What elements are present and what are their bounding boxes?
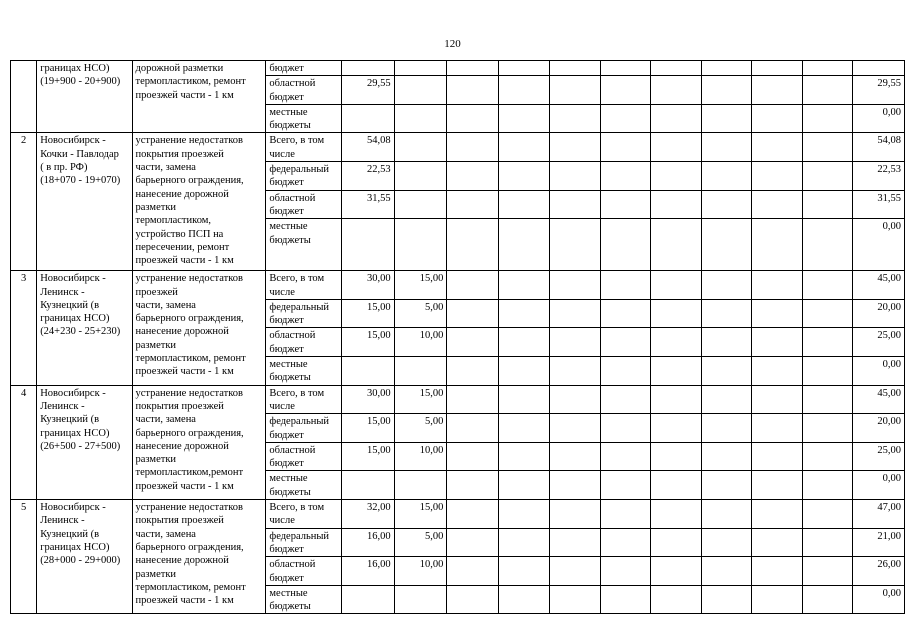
road-section: Новосибирск - Кочки - Павлодар ( в пр. РФ) (18+070 - 19+070) bbox=[37, 133, 132, 271]
amount-cell bbox=[394, 76, 447, 105]
empty-cell bbox=[802, 271, 852, 300]
empty-cell bbox=[447, 133, 498, 162]
amount-cell: 15,00 bbox=[394, 500, 447, 529]
amount-cell bbox=[341, 471, 394, 500]
empty-cell bbox=[701, 557, 751, 586]
empty-cell bbox=[498, 357, 549, 386]
empty-cell bbox=[550, 585, 600, 614]
amount-cell: 54,08 bbox=[341, 133, 394, 162]
empty-cell bbox=[701, 500, 751, 529]
funding-source: местные бюджеты bbox=[266, 357, 341, 386]
empty-cell bbox=[498, 271, 549, 300]
empty-cell bbox=[600, 557, 650, 586]
empty-cell bbox=[752, 219, 802, 271]
empty-cell bbox=[701, 162, 751, 191]
table-row bbox=[11, 133, 905, 162]
empty-cell bbox=[447, 76, 498, 105]
empty-cell bbox=[600, 219, 650, 271]
amount-cell: 15,00 bbox=[341, 299, 394, 328]
total-cell: 0,00 bbox=[853, 585, 905, 614]
funding-source: областной бюджет bbox=[266, 557, 341, 586]
empty-cell bbox=[701, 271, 751, 300]
total-cell: 29,55 bbox=[853, 76, 905, 105]
empty-cell bbox=[802, 133, 852, 162]
work-description: устранение недостатков покрытия проезжей части, замена барьерного ограждения, нанесение дорожной разметки термопластиком, устройство ПСП на пересечении, ремонт проезжей части - 1 км bbox=[132, 133, 266, 271]
empty-cell bbox=[701, 76, 751, 105]
amount-cell bbox=[394, 133, 447, 162]
funding-source: местные бюджеты bbox=[266, 104, 341, 133]
total-cell: 20,00 bbox=[853, 414, 905, 443]
empty-cell bbox=[600, 414, 650, 443]
amount-cell: 30,00 bbox=[341, 271, 394, 300]
amount-cell: 10,00 bbox=[394, 328, 447, 357]
road-section: Новосибирск - Ленинск - Кузнецкий (в границах НСО) (28+000 - 29+000) bbox=[37, 500, 132, 614]
empty-cell bbox=[651, 190, 701, 219]
funding-source: местные бюджеты bbox=[266, 471, 341, 500]
empty-cell bbox=[701, 133, 751, 162]
empty-cell bbox=[651, 328, 701, 357]
empty-cell bbox=[651, 357, 701, 386]
empty-cell bbox=[550, 299, 600, 328]
amount-cell: 16,00 bbox=[341, 557, 394, 586]
empty-cell bbox=[752, 500, 802, 529]
empty-cell bbox=[651, 557, 701, 586]
empty-cell bbox=[447, 299, 498, 328]
empty-cell bbox=[447, 500, 498, 529]
empty-cell bbox=[498, 104, 549, 133]
empty-cell bbox=[802, 299, 852, 328]
funding-source: федеральный бюджет bbox=[266, 299, 341, 328]
row-number: 5 bbox=[11, 500, 37, 614]
empty-cell bbox=[498, 385, 549, 414]
funding-source: бюджет bbox=[266, 61, 341, 76]
empty-cell bbox=[701, 190, 751, 219]
empty-cell bbox=[550, 528, 600, 557]
empty-cell bbox=[752, 557, 802, 586]
work-description: устранение недостатков проезжей части, замена барьерного ограждения, нанесение дорожной разметки термопластиком, ремонт проезжей части - 1 км bbox=[132, 271, 266, 385]
funding-source: Всего, в том числе bbox=[266, 133, 341, 162]
empty-cell bbox=[498, 585, 549, 614]
empty-cell bbox=[550, 219, 600, 271]
empty-cell bbox=[802, 76, 852, 105]
empty-cell bbox=[701, 585, 751, 614]
total-cell: 20,00 bbox=[853, 299, 905, 328]
empty-cell bbox=[802, 500, 852, 529]
empty-cell bbox=[701, 357, 751, 386]
empty-cell bbox=[752, 104, 802, 133]
empty-cell bbox=[651, 104, 701, 133]
empty-cell bbox=[550, 190, 600, 219]
amount-cell: 30,00 bbox=[341, 385, 394, 414]
empty-cell bbox=[600, 357, 650, 386]
empty-cell bbox=[752, 385, 802, 414]
empty-cell bbox=[550, 271, 600, 300]
empty-cell bbox=[600, 162, 650, 191]
empty-cell bbox=[651, 385, 701, 414]
road-section: границах НСО) (19+900 - 20+900) bbox=[37, 61, 132, 133]
empty-cell bbox=[600, 104, 650, 133]
funding-source: областной бюджет bbox=[266, 76, 341, 105]
empty-cell bbox=[802, 414, 852, 443]
empty-cell bbox=[447, 471, 498, 500]
total-cell: 0,00 bbox=[853, 357, 905, 386]
empty-cell bbox=[701, 385, 751, 414]
empty-cell bbox=[802, 585, 852, 614]
empty-cell bbox=[550, 357, 600, 386]
empty-cell bbox=[651, 61, 701, 76]
empty-cell bbox=[651, 500, 701, 529]
table-row bbox=[11, 385, 905, 414]
empty-cell bbox=[701, 328, 751, 357]
empty-cell bbox=[802, 104, 852, 133]
total-cell: 47,00 bbox=[853, 500, 905, 529]
total-cell: 25,00 bbox=[853, 442, 905, 471]
empty-cell bbox=[651, 528, 701, 557]
empty-cell bbox=[550, 557, 600, 586]
funding-source: федеральный бюджет bbox=[266, 162, 341, 191]
amount-cell: 15,00 bbox=[341, 442, 394, 471]
amount-cell: 15,00 bbox=[394, 271, 447, 300]
empty-cell bbox=[447, 557, 498, 586]
funding-source: областной бюджет bbox=[266, 190, 341, 219]
empty-cell bbox=[752, 471, 802, 500]
row-number bbox=[11, 61, 37, 133]
empty-cell bbox=[802, 471, 852, 500]
empty-cell bbox=[447, 271, 498, 300]
empty-cell bbox=[651, 585, 701, 614]
empty-cell bbox=[447, 328, 498, 357]
amount-cell bbox=[394, 61, 447, 76]
empty-cell bbox=[802, 385, 852, 414]
empty-cell bbox=[447, 414, 498, 443]
amount-cell bbox=[341, 357, 394, 386]
empty-cell bbox=[498, 76, 549, 105]
empty-cell bbox=[550, 76, 600, 105]
amount-cell: 15,00 bbox=[341, 414, 394, 443]
work-description: устранение недостатков покрытия проезжей части, замена барьерного ограждения, нанесение дорожной разметки термопластиком, ремонт проезжей части - 1 км bbox=[132, 500, 266, 614]
empty-cell bbox=[651, 76, 701, 105]
funding-source: местные бюджеты bbox=[266, 585, 341, 614]
funding-source: Всего, в том числе bbox=[266, 500, 341, 529]
empty-cell bbox=[701, 442, 751, 471]
empty-cell bbox=[802, 190, 852, 219]
empty-cell bbox=[600, 385, 650, 414]
amount-cell: 5,00 bbox=[394, 528, 447, 557]
empty-cell bbox=[701, 414, 751, 443]
empty-cell bbox=[600, 190, 650, 219]
empty-cell bbox=[802, 219, 852, 271]
empty-cell bbox=[600, 133, 650, 162]
empty-cell bbox=[550, 61, 600, 76]
empty-cell bbox=[498, 528, 549, 557]
work-description: устранение недостатков покрытия проезжей части, замена барьерного ограждения, нанесение дорожной разметки термопластиком,ремонт проезжей части - 1 км bbox=[132, 385, 266, 499]
funding-source: Всего, в том числе bbox=[266, 271, 341, 300]
empty-cell bbox=[498, 442, 549, 471]
empty-cell bbox=[447, 162, 498, 191]
amount-cell bbox=[394, 190, 447, 219]
empty-cell bbox=[651, 162, 701, 191]
amount-cell bbox=[341, 219, 394, 271]
total-cell: 21,00 bbox=[853, 528, 905, 557]
amount-cell bbox=[394, 162, 447, 191]
empty-cell bbox=[550, 442, 600, 471]
total-cell: 45,00 bbox=[853, 271, 905, 300]
table-row bbox=[11, 271, 905, 300]
empty-cell bbox=[498, 328, 549, 357]
empty-cell bbox=[447, 385, 498, 414]
total-cell: 0,00 bbox=[853, 104, 905, 133]
amount-cell: 29,55 bbox=[341, 76, 394, 105]
road-section: Новосибирск - Ленинск - Кузнецкий (в границах НСО) (26+500 - 27+500) bbox=[37, 385, 132, 499]
total-cell: 26,00 bbox=[853, 557, 905, 586]
empty-cell bbox=[498, 219, 549, 271]
funding-source: федеральный бюджет bbox=[266, 528, 341, 557]
amount-cell bbox=[341, 104, 394, 133]
empty-cell bbox=[701, 61, 751, 76]
empty-cell bbox=[447, 442, 498, 471]
empty-cell bbox=[498, 133, 549, 162]
empty-cell bbox=[498, 557, 549, 586]
empty-cell bbox=[701, 219, 751, 271]
empty-cell bbox=[600, 328, 650, 357]
funding-source: Всего, в том числе bbox=[266, 385, 341, 414]
total-cell: 0,00 bbox=[853, 471, 905, 500]
empty-cell bbox=[752, 271, 802, 300]
empty-cell bbox=[802, 442, 852, 471]
empty-cell bbox=[600, 299, 650, 328]
amount-cell: 10,00 bbox=[394, 442, 447, 471]
empty-cell bbox=[701, 104, 751, 133]
amount-cell: 32,00 bbox=[341, 500, 394, 529]
empty-cell bbox=[600, 585, 650, 614]
funding-source: областной бюджет bbox=[266, 442, 341, 471]
total-cell bbox=[853, 61, 905, 76]
row-number: 4 bbox=[11, 385, 37, 499]
empty-cell bbox=[701, 528, 751, 557]
empty-cell bbox=[447, 104, 498, 133]
amount-cell bbox=[394, 585, 447, 614]
total-cell: 31,55 bbox=[853, 190, 905, 219]
empty-cell bbox=[600, 471, 650, 500]
amount-cell: 5,00 bbox=[394, 299, 447, 328]
empty-cell bbox=[752, 61, 802, 76]
empty-cell bbox=[550, 414, 600, 443]
amount-cell bbox=[341, 585, 394, 614]
total-cell: 25,00 bbox=[853, 328, 905, 357]
amount-cell: 31,55 bbox=[341, 190, 394, 219]
empty-cell bbox=[802, 61, 852, 76]
empty-cell bbox=[498, 414, 549, 443]
budget-table bbox=[10, 60, 905, 614]
amount-cell: 15,00 bbox=[341, 328, 394, 357]
empty-cell bbox=[752, 357, 802, 386]
empty-cell bbox=[752, 190, 802, 219]
empty-cell bbox=[550, 133, 600, 162]
empty-cell bbox=[600, 500, 650, 529]
empty-cell bbox=[651, 471, 701, 500]
empty-cell bbox=[498, 162, 549, 191]
empty-cell bbox=[752, 442, 802, 471]
empty-cell bbox=[752, 133, 802, 162]
empty-cell bbox=[600, 528, 650, 557]
amount-cell: 5,00 bbox=[394, 414, 447, 443]
empty-cell bbox=[447, 190, 498, 219]
empty-cell bbox=[447, 528, 498, 557]
empty-cell bbox=[550, 162, 600, 191]
empty-cell bbox=[752, 585, 802, 614]
empty-cell bbox=[752, 414, 802, 443]
table-row bbox=[11, 500, 905, 529]
empty-cell bbox=[498, 500, 549, 529]
amount-cell bbox=[394, 104, 447, 133]
empty-cell bbox=[447, 61, 498, 76]
empty-cell bbox=[498, 471, 549, 500]
empty-cell bbox=[802, 528, 852, 557]
empty-cell bbox=[651, 219, 701, 271]
total-cell: 45,00 bbox=[853, 385, 905, 414]
empty-cell bbox=[447, 585, 498, 614]
empty-cell bbox=[498, 190, 549, 219]
amount-cell: 15,00 bbox=[394, 385, 447, 414]
total-cell: 54,08 bbox=[853, 133, 905, 162]
funding-source: федеральный бюджет bbox=[266, 414, 341, 443]
amount-cell: 16,00 bbox=[341, 528, 394, 557]
total-cell: 22,53 bbox=[853, 162, 905, 191]
page-number: 120 bbox=[444, 38, 461, 50]
empty-cell bbox=[701, 471, 751, 500]
empty-cell bbox=[600, 76, 650, 105]
empty-cell bbox=[550, 385, 600, 414]
empty-cell bbox=[550, 328, 600, 357]
empty-cell bbox=[651, 299, 701, 328]
table-row bbox=[11, 61, 905, 76]
empty-cell bbox=[752, 328, 802, 357]
empty-cell bbox=[802, 328, 852, 357]
empty-cell bbox=[752, 162, 802, 191]
total-cell: 0,00 bbox=[853, 219, 905, 271]
funding-source: областной бюджет bbox=[266, 328, 341, 357]
empty-cell bbox=[651, 133, 701, 162]
amount-cell bbox=[341, 61, 394, 76]
amount-cell: 22,53 bbox=[341, 162, 394, 191]
empty-cell bbox=[600, 271, 650, 300]
funding-source: местные бюджеты bbox=[266, 219, 341, 271]
empty-cell bbox=[651, 442, 701, 471]
amount-cell: 10,00 bbox=[394, 557, 447, 586]
empty-cell bbox=[752, 528, 802, 557]
row-number: 2 bbox=[11, 133, 37, 271]
empty-cell bbox=[550, 104, 600, 133]
amount-cell bbox=[394, 357, 447, 386]
empty-cell bbox=[651, 414, 701, 443]
road-section: Новосибирск - Ленинск - Кузнецкий (в границах НСО) (24+230 - 25+230) bbox=[37, 271, 132, 385]
empty-cell bbox=[600, 442, 650, 471]
empty-cell bbox=[802, 557, 852, 586]
work-description: дорожной разметки термопластиком, ремонт проезжей части - 1 км bbox=[132, 61, 266, 133]
empty-cell bbox=[752, 299, 802, 328]
empty-cell bbox=[802, 162, 852, 191]
amount-cell bbox=[394, 471, 447, 500]
empty-cell bbox=[498, 61, 549, 76]
empty-cell bbox=[752, 76, 802, 105]
empty-cell bbox=[550, 471, 600, 500]
empty-cell bbox=[498, 299, 549, 328]
empty-cell bbox=[701, 299, 751, 328]
empty-cell bbox=[447, 219, 498, 271]
empty-cell bbox=[600, 61, 650, 76]
empty-cell bbox=[550, 500, 600, 529]
empty-cell bbox=[651, 271, 701, 300]
amount-cell bbox=[394, 219, 447, 271]
empty-cell bbox=[802, 357, 852, 386]
empty-cell bbox=[447, 357, 498, 386]
row-number: 3 bbox=[11, 271, 37, 385]
